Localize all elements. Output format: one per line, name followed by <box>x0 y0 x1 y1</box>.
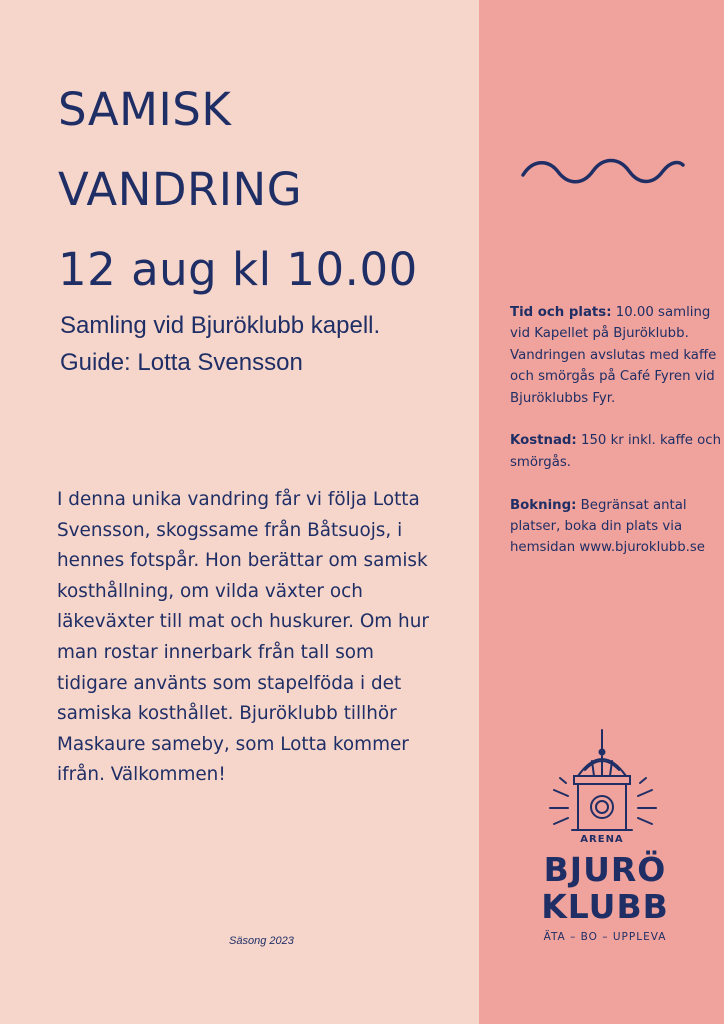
logo-name-line-2: KLUBB <box>541 887 669 926</box>
logo-name-line-1: BJURÖ <box>543 850 667 889</box>
info-box <box>510 302 722 580</box>
lighthouse-icon <box>538 728 668 838</box>
info-booking-text: Begränsat antal platser, boka din plats via hemsidan www.bjuroklubb.se <box>510 497 705 556</box>
title-line-3: 12 aug kl 10.00 <box>58 243 418 296</box>
subtitle-line-1: Samling vid Bjuröklubb kapell. <box>60 312 381 339</box>
description-text: I denna unika vandring får vi följa Lotta Svensson, skogssame från Båtsuojs, i hennes fotspår. Hon berättar om samisk kosthållning, om vilda växter och läkeväxter till mat och huskurer. Om hur man rostar innerbark från tall som tidigare använts som stapelföda i det samiska kosthållet. Bjuröklubb tillhör Maskaure sameby, som Lotta kommer ifrån. Välkommen! <box>57 489 429 786</box>
info-booking-label: Bokning: <box>510 497 577 513</box>
info-time-label: Tid och plats: <box>510 305 612 320</box>
title-line-2: VANDRING <box>58 163 303 216</box>
title-line-1: SAMISK <box>58 83 232 136</box>
info-time <box>510 302 722 409</box>
wave-icon <box>521 155 685 185</box>
logo-tagline: ÄTA – BO – UPPLEVA <box>543 931 667 943</box>
info-cost <box>510 430 722 473</box>
season-label: Säsong 2023 <box>229 935 294 947</box>
info-cost-text: 150 kr inkl. kaffe och smörgås. <box>510 433 722 470</box>
info-cost-label: Kostnad: <box>510 433 577 449</box>
logo-arena-text: ARENA <box>580 834 624 845</box>
info-booking <box>510 495 722 559</box>
page-title <box>58 70 468 310</box>
subtitle-line-2: Guide: Lotta Svensson <box>60 349 303 376</box>
info-time-text: 10.00 samling vid Kapellet på Bjuröklubb. Vandringen avslutas med kaffe och smörgås på Café Fyren vid Bjuröklubbs Fyr. <box>510 305 717 406</box>
subtitle <box>60 307 470 381</box>
